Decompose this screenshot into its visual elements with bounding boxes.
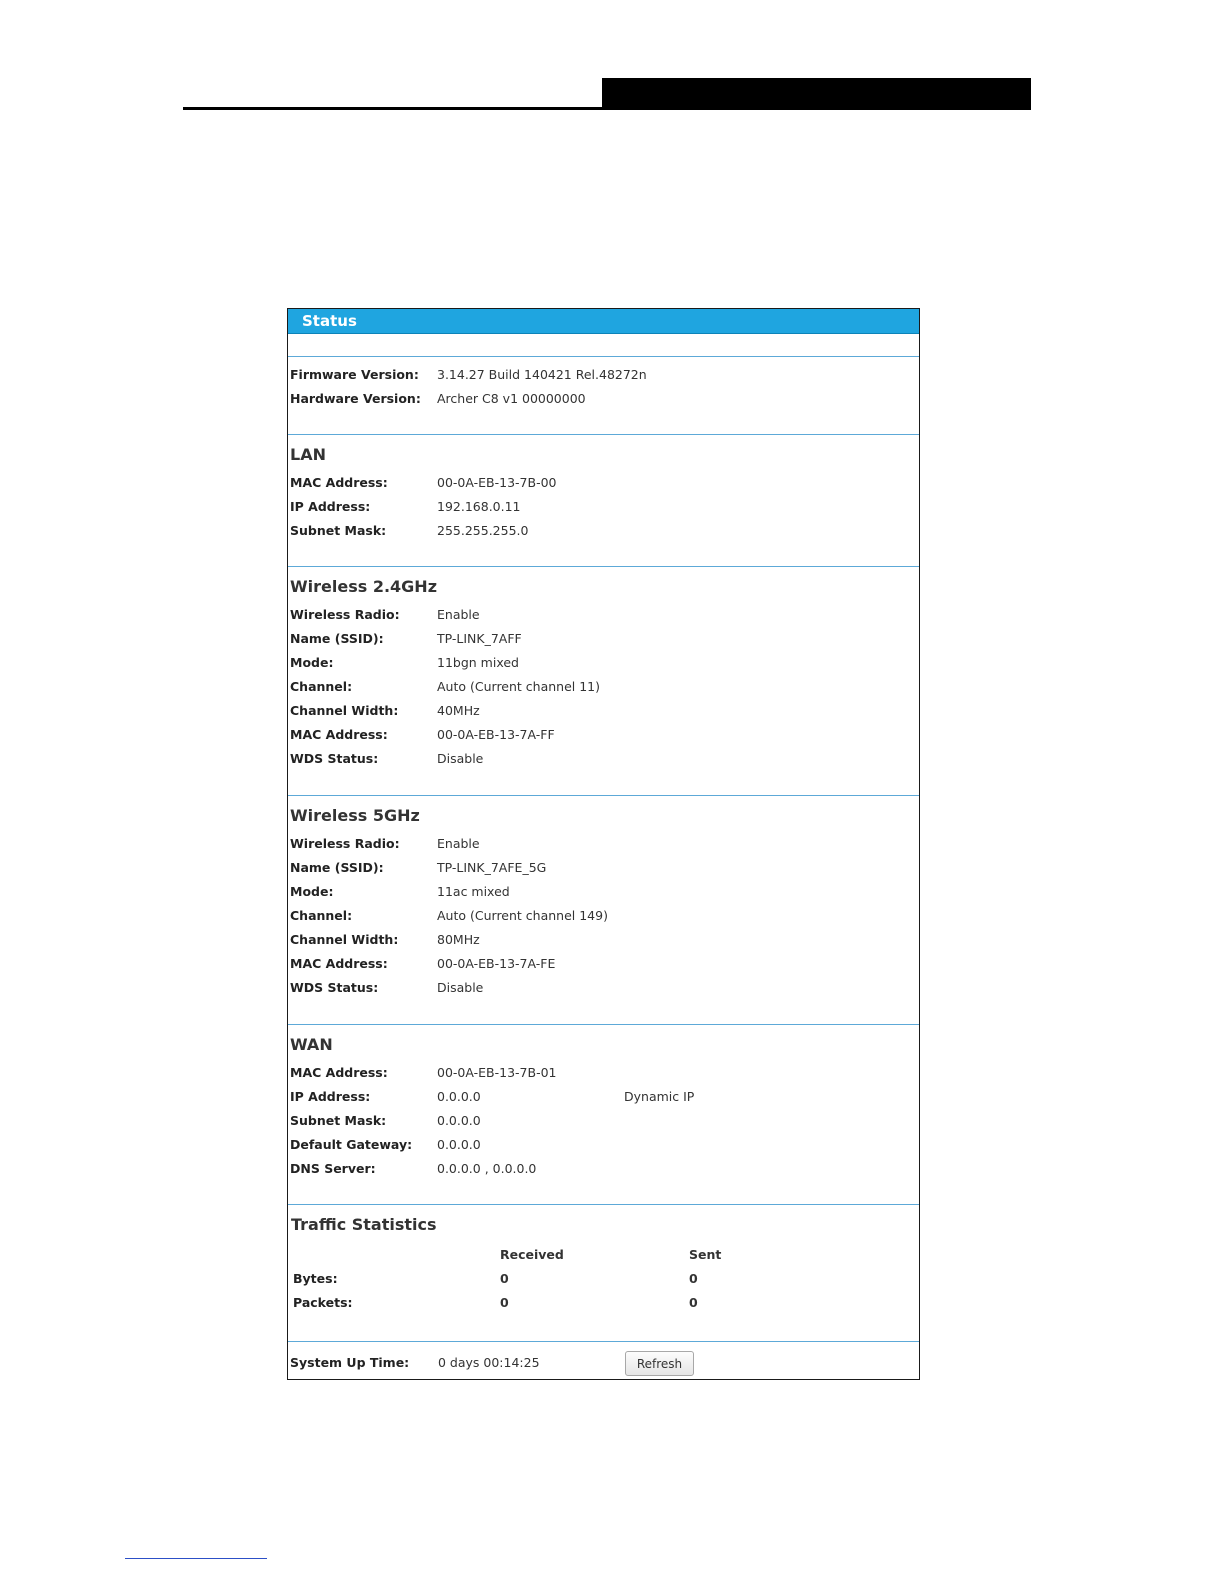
traffic-row	[288, 1267, 919, 1291]
wireless-24ghz-label: Channel Width:	[290, 703, 399, 718]
sent-header: Sent	[689, 1247, 722, 1262]
wan-row	[288, 1061, 919, 1085]
traffic-received: 0	[500, 1295, 509, 1310]
wireless-24ghz-row	[288, 651, 919, 675]
refresh-button[interactable]: Refresh	[625, 1351, 694, 1376]
wireless-5ghz-label: Channel:	[290, 908, 353, 923]
wan-row	[288, 1157, 919, 1181]
wireless-24ghz-label: MAC Address:	[290, 727, 388, 742]
wireless-24ghz-row	[288, 747, 919, 771]
wireless-24ghz-value: Enable	[437, 607, 480, 622]
wireless-5ghz-section	[288, 795, 919, 1024]
page-footer-rule	[125, 1558, 267, 1559]
wan-label: DNS Server:	[290, 1161, 376, 1176]
wireless-5ghz-label: Name (SSID):	[290, 860, 384, 875]
hardware-version-row	[288, 387, 919, 411]
traffic-section	[288, 1204, 919, 1341]
uptime-section	[288, 1341, 919, 1379]
wireless-5ghz-row	[288, 832, 919, 856]
status-panel	[287, 308, 920, 1380]
wan-title: WAN	[290, 1035, 333, 1054]
wan-label: Default Gateway:	[290, 1137, 413, 1152]
wan-row	[288, 1109, 919, 1133]
hardware-version-label: Hardware Version:	[290, 391, 421, 406]
wireless-24ghz-value: Auto (Current channel 11)	[437, 679, 601, 694]
wan-label: Subnet Mask:	[290, 1113, 387, 1128]
panel-spacer	[288, 334, 919, 356]
lan-title: LAN	[290, 445, 326, 464]
wan-value: 0.0.0.0 , 0.0.0.0	[437, 1161, 537, 1176]
lan-row	[288, 471, 919, 495]
wan-section	[288, 1024, 919, 1204]
lan-value: 192.168.0.11	[437, 499, 521, 514]
lan-label: IP Address:	[290, 499, 371, 514]
wireless-5ghz-row	[288, 904, 919, 928]
wireless-5ghz-row	[288, 952, 919, 976]
wireless-24ghz-label: WDS Status:	[290, 751, 379, 766]
wireless-5ghz-value: 00-0A-EB-13-7A-FE	[437, 956, 556, 971]
traffic-sent: 0	[689, 1295, 698, 1310]
hardware-version-value: Archer C8 v1 00000000	[437, 391, 586, 406]
wireless-5ghz-value: Disable	[437, 980, 484, 995]
uptime-value: 0 days 00:14:25	[438, 1355, 540, 1370]
wan-value: 00-0A-EB-13-7B-01	[437, 1065, 557, 1080]
wan-value: 0.0.0.0	[437, 1089, 481, 1104]
traffic-label: Bytes:	[293, 1271, 338, 1286]
wireless-5ghz-label: WDS Status:	[290, 980, 379, 995]
lan-section	[288, 434, 919, 566]
wireless-24ghz-row	[288, 723, 919, 747]
traffic-label: Packets:	[293, 1295, 353, 1310]
wan-label: IP Address:	[290, 1089, 371, 1104]
wan-connection-type: Dynamic IP	[624, 1089, 695, 1104]
wireless-5ghz-label: MAC Address:	[290, 956, 388, 971]
traffic-sent: 0	[689, 1271, 698, 1286]
received-header: Received	[500, 1247, 564, 1262]
firmware-version-label: Firmware Version:	[290, 367, 419, 382]
wireless-5ghz-value: TP-LINK_7AFE_5G	[437, 860, 547, 875]
firmware-version-value: 3.14.27 Build 140421 Rel.48272n	[437, 367, 647, 382]
wireless-24ghz-value: 40MHz	[437, 703, 480, 718]
wireless-5ghz-value: Enable	[437, 836, 480, 851]
traffic-received: 0	[500, 1271, 509, 1286]
wireless-5ghz-row	[288, 856, 919, 880]
wan-value: 0.0.0.0	[437, 1113, 481, 1128]
wireless-24ghz-label: Wireless Radio:	[290, 607, 400, 622]
page-header-bar	[602, 78, 1031, 110]
wan-value: 0.0.0.0	[437, 1137, 481, 1152]
wireless-5ghz-label: Mode:	[290, 884, 334, 899]
wireless-24ghz-label: Channel:	[290, 679, 353, 694]
lan-row	[288, 519, 919, 543]
wireless-24ghz-value: 00-0A-EB-13-7A-FF	[437, 727, 555, 742]
wan-row	[288, 1133, 919, 1157]
wireless-24ghz-value: Disable	[437, 751, 484, 766]
wireless-24ghz-section	[288, 566, 919, 795]
uptime-row	[288, 1351, 919, 1375]
lan-row	[288, 495, 919, 519]
wireless-5ghz-label: Channel Width:	[290, 932, 399, 947]
wireless-5ghz-value: Auto (Current channel 149)	[437, 908, 608, 923]
lan-label: Subnet Mask:	[290, 523, 387, 538]
lan-value: 255.255.255.0	[437, 523, 529, 538]
lan-value: 00-0A-EB-13-7B-00	[437, 475, 557, 490]
wireless-24ghz-value: 11bgn mixed	[437, 655, 519, 670]
wireless-5ghz-row	[288, 976, 919, 1000]
wireless-24ghz-value: TP-LINK_7AFF	[437, 631, 522, 646]
wireless-24ghz-row	[288, 675, 919, 699]
wireless-24ghz-row	[288, 603, 919, 627]
wireless-24ghz-title: Wireless 2.4GHz	[290, 577, 438, 596]
wireless-5ghz-row	[288, 928, 919, 952]
wireless-5ghz-row	[288, 880, 919, 904]
traffic-title: Traffic Statistics	[291, 1215, 437, 1234]
uptime-label: System Up Time:	[290, 1355, 410, 1370]
wireless-5ghz-label: Wireless Radio:	[290, 836, 400, 851]
wireless-24ghz-row	[288, 699, 919, 723]
panel-title: Status	[288, 309, 919, 334]
wireless-5ghz-value: 80MHz	[437, 932, 480, 947]
wan-label: MAC Address:	[290, 1065, 388, 1080]
firmware-version-row	[288, 363, 919, 387]
wireless-24ghz-label: Mode:	[290, 655, 334, 670]
wireless-5ghz-value: 11ac mixed	[437, 884, 510, 899]
traffic-row	[288, 1291, 919, 1315]
wireless-24ghz-label: Name (SSID):	[290, 631, 384, 646]
wireless-5ghz-title: Wireless 5GHz	[290, 806, 420, 825]
wan-row	[288, 1085, 919, 1109]
lan-label: MAC Address:	[290, 475, 388, 490]
firmware-section	[288, 356, 919, 434]
wireless-24ghz-row	[288, 627, 919, 651]
